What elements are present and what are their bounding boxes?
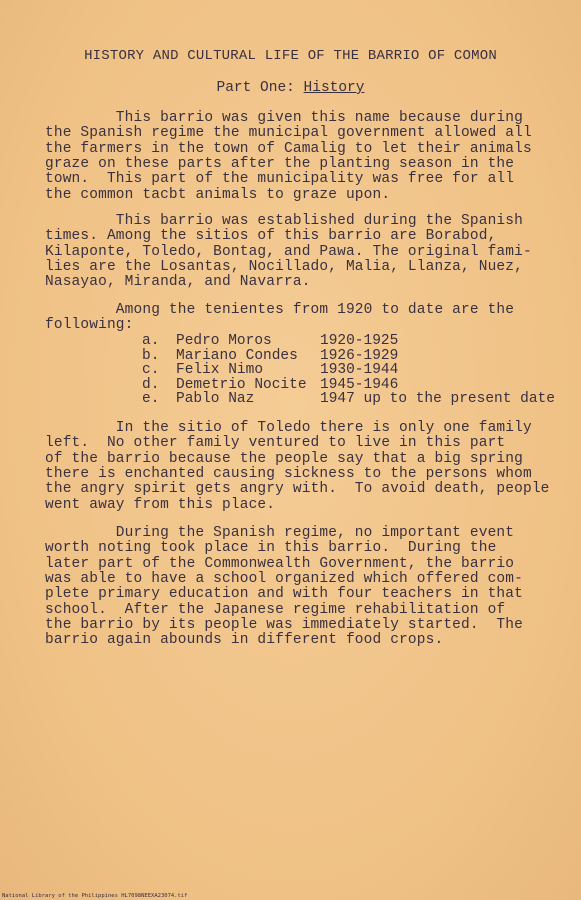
teniente-name: Pedro Moros <box>176 333 272 349</box>
text-line: later part of the Commonwealth Government, the barrio <box>45 555 515 572</box>
teniente-letter: b. <box>142 347 160 364</box>
text-line: graze on these parts after the planting season in the <box>45 155 515 172</box>
text-line: Nasayao, Miranda, and Navarra. <box>45 274 311 291</box>
text-line: was able to have a school organized which offered com- <box>45 570 523 587</box>
text-line: times. Among the sitios of this barrio are Borabod, <box>45 228 497 245</box>
teniente-letter: a. <box>142 333 160 349</box>
text-line: This barrio was established during the Spanish <box>45 213 523 229</box>
section-prefix: Part One: <box>216 80 304 96</box>
teniente-years: 1920-1925 <box>320 333 399 349</box>
text-line: In the sitio of Toledo there is only one family <box>45 420 532 436</box>
teniente-letter: c. <box>142 362 160 379</box>
teniente-name: Pablo Naz <box>176 391 255 408</box>
text-line: of the barrio because the people say that a big spring <box>45 450 523 467</box>
scan-footer: National Library of the Philippines HL7098NEEXA23074.tif <box>2 893 188 899</box>
teniente-years: 1926-1929 <box>320 347 399 364</box>
text-line: worth noting took place in this barrio. During the <box>45 540 497 557</box>
text-line: town. This part of the municipality was free for all <box>45 171 515 188</box>
text-line: school. After the Japanese regime rehabilitation of <box>45 601 506 618</box>
text-line: the Spanish regime the municipal government allowed all <box>45 125 532 142</box>
text-line: plete primary education and with four teachers in that <box>45 586 523 603</box>
document-title: HISTORY AND CULTURAL LIFE OF THE BARRIO OF COMON <box>84 48 497 64</box>
text-line: there is enchanted causing sickness to the persons whom <box>45 465 532 482</box>
text-line: the common tacbt animals to graze upon. <box>45 186 391 203</box>
teniente-letter: e. <box>142 391 160 408</box>
teniente-years: 1945-1946 <box>320 376 399 393</box>
teniente-years: 1930-1944 <box>320 362 399 379</box>
teniente-name: Felix Nimo <box>176 362 264 379</box>
teniente-name: Demetrio Nocite <box>176 376 307 393</box>
text-line: During the Spanish regime, no important event <box>45 525 515 541</box>
text-line: lies are the Losantas, Nocillado, Malia, Llanza, Nuez, <box>45 258 523 275</box>
teniente-years: 1947 up to the present date <box>320 391 555 408</box>
section-heading <box>0 80 581 96</box>
text-line: went away from this place. <box>45 496 276 513</box>
text-line: barrio again abounds in different food crops. <box>45 632 444 649</box>
text-line: Among the tenientes from 1920 to date are the <box>45 302 515 318</box>
section-name: History <box>303 80 365 96</box>
text-line: following: <box>45 317 134 334</box>
text-line: the angry spirit gets angry with. To avoid death, people <box>45 481 550 498</box>
text-line: Kilaponte, Toledo, Bontag, and Pawa. The original fami- <box>45 243 532 260</box>
text-line: left. No other family ventured to live in this part <box>45 435 506 452</box>
text-line: the farmers in the town of Camalig to let their animals <box>45 140 532 157</box>
teniente-letter: d. <box>142 376 160 393</box>
text-line: the barrio by its people was immediately started. The <box>45 616 523 633</box>
teniente-name: Mariano Condes <box>176 347 298 364</box>
text-line: This barrio was given this name because during <box>45 110 523 126</box>
